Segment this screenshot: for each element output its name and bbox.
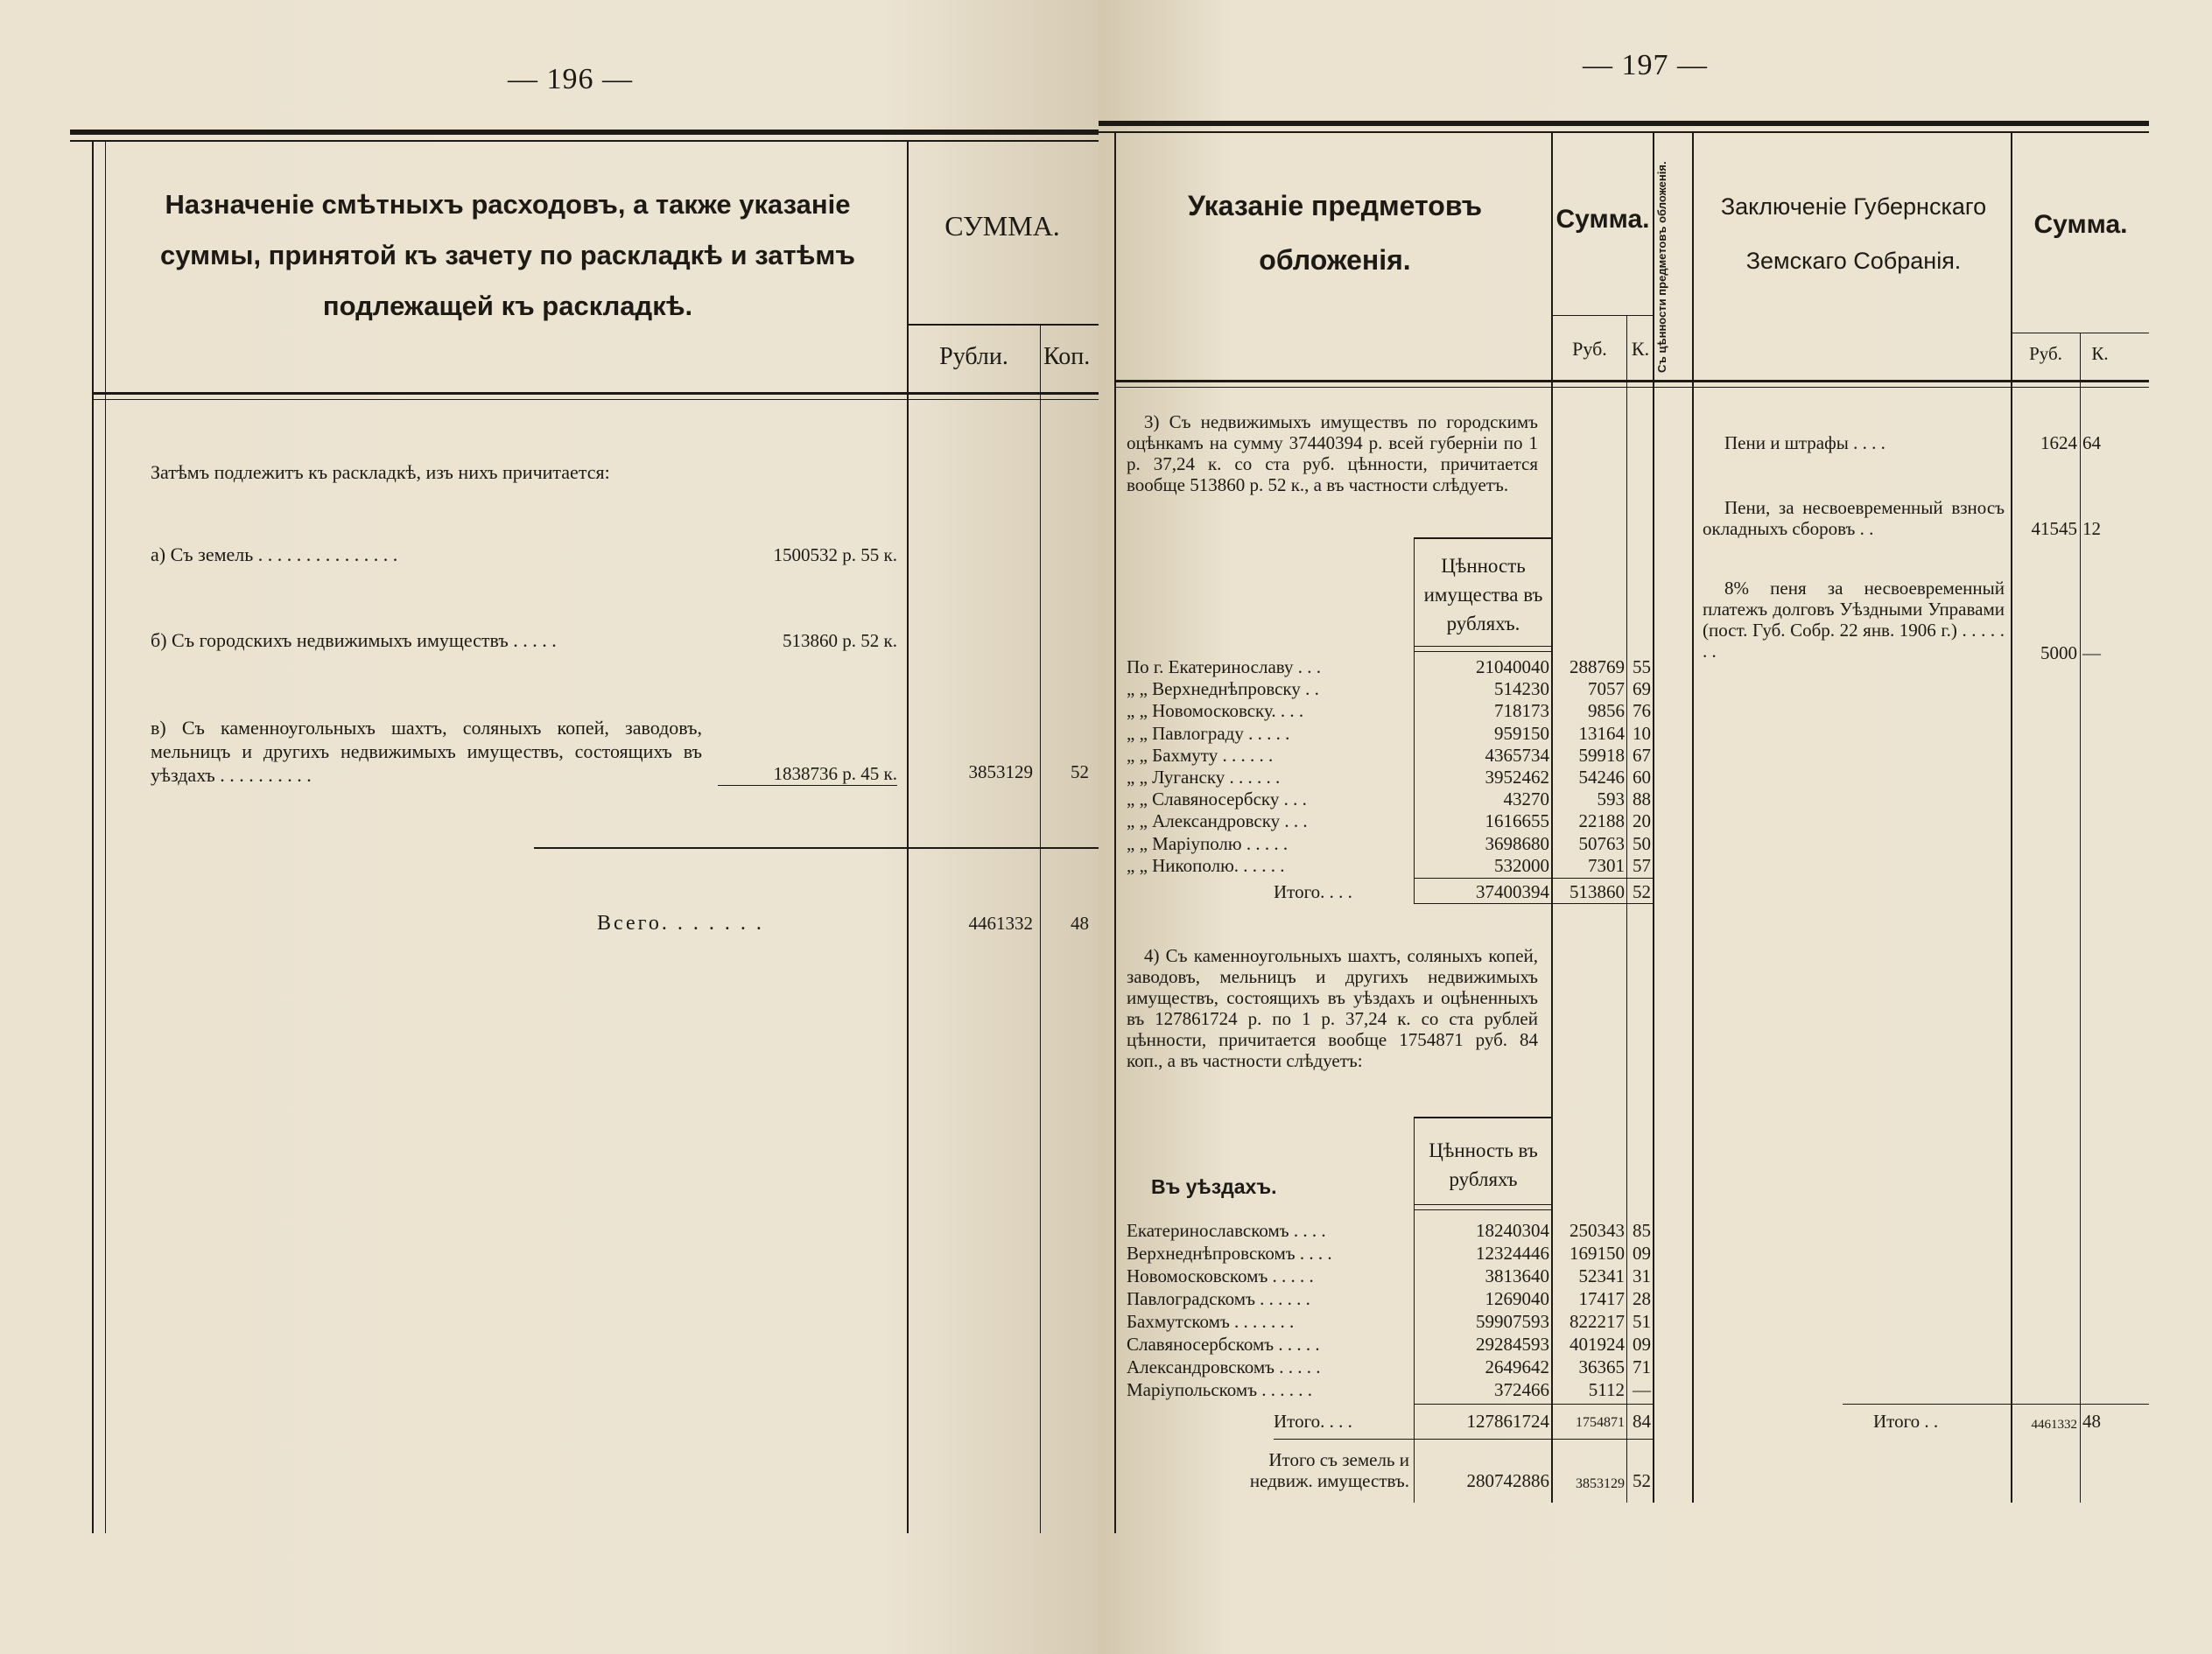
row-kop: 60: [1633, 767, 1651, 788]
row-rub: 5112: [1588, 1379, 1625, 1400]
conclusion-1-text: Пени и штрафы . . . .: [1724, 432, 1885, 453]
row-kop: 69: [1633, 678, 1651, 700]
total-kopecks: 48: [1071, 913, 1089, 934]
conclusion-1-rub: 1624: [2040, 432, 2077, 453]
value-col-left: [1414, 537, 1415, 903]
section-4-text: 4) Съ каменноугольныхъ шахтъ, соляныхъ копей, заводовъ, мельницъ и другихъ недвижимыхъ имуществъ, состоящихъ въ уѣздахъ и оцѣненныхъ въ 127861724 р. по 1 р. 37,24 к. со ста рублей цѣнности, причитается вообще 1754871 руб. 84 коп., а въ частности слѣдуетъ:: [1127, 945, 1538, 1071]
row-value: 532000: [1494, 854, 1549, 876]
row-kop: 10: [1633, 722, 1651, 744]
row-name: Павлоградскомъ . . . . . .: [1127, 1288, 1310, 1309]
value-header-bottom: [1414, 646, 1551, 647]
header-rub: Руб.: [1572, 338, 1607, 360]
grand-total-kop: 52: [1633, 1470, 1651, 1491]
row-name: Бахмутскомъ . . . . . . .: [1127, 1311, 1295, 1332]
row-kop: 88: [1633, 788, 1651, 810]
page-number: — 197 —: [1583, 49, 1708, 81]
uezd-total-kop: 84: [1633, 1411, 1651, 1432]
row-rub: 50763: [1578, 832, 1625, 854]
header-kop: К.: [1631, 338, 1650, 360]
col-kop-divider: [1040, 324, 1041, 1533]
item-b-value: 513860 р. 52 к.: [783, 630, 897, 651]
intro-line: Затѣмъ подлежитъ къ раскладкѣ, изъ нихъ причитается:: [151, 461, 610, 483]
value-header-top: [1414, 537, 1551, 539]
item-b-label: б) Съ городскихъ недвижимыхъ имуществъ . . . . .: [151, 629, 557, 651]
row-kop: 28: [1633, 1288, 1651, 1309]
conclusion-total-label: Итого . .: [1873, 1411, 1939, 1432]
row-name: „ „ Александровску . . .: [1127, 810, 1308, 832]
top-rule-thin: [1099, 131, 2149, 133]
col-conclusion-divider: [1692, 133, 1694, 1503]
row-value: 3813640: [1485, 1265, 1549, 1286]
value2-header-bottom: [1414, 1204, 1551, 1205]
item-a-label: а) Съ земель . . . . . . . . . . . . . . .: [151, 543, 398, 565]
total-rubles: 4461332: [968, 913, 1033, 934]
row-rub: 17417: [1578, 1288, 1625, 1309]
left-border: [1114, 133, 1116, 1533]
row-rub: 9856: [1588, 700, 1625, 722]
grand-total-rule: [1274, 1439, 1653, 1440]
uezd-total-label: Итого. . . .: [1274, 1411, 1352, 1432]
left-border: [92, 142, 94, 1533]
towns-total-kop: 52: [1633, 881, 1651, 902]
row-name: „ „ Луганску . . . . . .: [1127, 767, 1281, 788]
row-name: „ „ Бахмуту . . . . . .: [1127, 744, 1274, 766]
towns-total-rule: [1414, 878, 1653, 879]
row-name: Екатеринославскомъ . . . .: [1127, 1220, 1326, 1241]
value2-col-left: [1414, 1117, 1415, 1503]
header-rubles: Рубли.: [939, 343, 1008, 370]
value2-header-top: [1414, 1117, 1551, 1118]
col-sum2-divider: [2011, 133, 2012, 1503]
conclusion-2-text: Пени, за несвоевременный взносъ окладныхъ сборовъ . .: [1703, 497, 2005, 539]
row-name: „ „ Новомосковску. . . .: [1127, 700, 1304, 722]
total-rule: [534, 847, 1099, 849]
towns-total-label: Итого. . . .: [1274, 881, 1352, 902]
row-rub: 250343: [1569, 1220, 1625, 1241]
row-value: 3698680: [1485, 832, 1549, 854]
header-conclusion: Заключеніе Губернскаго Земскаго Собранія.: [1720, 193, 1987, 274]
row-value: 1616655: [1485, 810, 1549, 832]
header-bottom-rule-thin: [92, 399, 1099, 400]
uezd-total-rub: 1754871: [1576, 1415, 1625, 1430]
top-rule-thin: [70, 140, 1099, 142]
item-a-value: 1500532 р. 55 к.: [773, 544, 897, 565]
row-rub: 52341: [1578, 1265, 1625, 1286]
value-header-2: Цѣнность въ рубляхъ: [1429, 1139, 1538, 1190]
item-v-value: 1838736 р. 45 к.: [773, 763, 897, 784]
row-kop: 76: [1633, 700, 1651, 722]
col-vertical-divider: [1653, 133, 1654, 1503]
subtotal-kopecks: 52: [1071, 761, 1089, 782]
page-197: [1099, 0, 2212, 1654]
header-vertical: Съ цѣнности предметовъ обложенія.: [1655, 161, 1668, 373]
subtotal-rubles: 3853129: [968, 761, 1033, 782]
header-rub2: Руб.: [2029, 343, 2062, 364]
row-kop: 71: [1633, 1356, 1651, 1377]
conclusion-3-kop: —: [2082, 642, 2101, 663]
row-rub: 7057: [1588, 678, 1625, 700]
row-value: 718173: [1494, 700, 1549, 722]
row-kop: 31: [1633, 1265, 1651, 1286]
conclusion-1-kop: 64: [2082, 432, 2101, 453]
row-rub: 22188: [1578, 810, 1625, 832]
row-kop: 55: [1633, 656, 1651, 677]
row-name: „ „ Верхнеднѣпровску . .: [1127, 678, 1319, 700]
uezd-total-value: 127861724: [1466, 1411, 1549, 1432]
row-rub: 36365: [1578, 1356, 1625, 1377]
row-value: 514230: [1494, 678, 1549, 700]
conclusion-2-kop: 12: [2082, 518, 2101, 539]
header-subject: Указаніе предметовъ обложенія.: [1187, 190, 1483, 276]
item-v-underline: [718, 785, 897, 786]
row-name: „ „ Павлограду . . . . .: [1127, 722, 1290, 744]
total-label: Всего. . . . . . .: [597, 912, 764, 935]
section-3-text: 3) Съ недвижимыхъ имуществъ по городскимъ оцѣнкамъ на сумму 37440394 р. всей губерніи по 1 р. 37,24 к. со ста руб. цѣнности, причитается вообще 513860 р. 52 к., а въ частности слѣдуетъ.: [1127, 411, 1538, 495]
row-value: 21040040: [1476, 656, 1549, 677]
conclusion-total-kop: 48: [2082, 1411, 2101, 1432]
grand-total-rub: 3853129: [1576, 1476, 1625, 1491]
row-name: По г. Екатеринославу . . .: [1127, 656, 1321, 677]
col-sum-divider: [907, 142, 909, 1533]
row-kop: 51: [1633, 1311, 1651, 1332]
header-bottom-rule: [1114, 380, 2149, 382]
top-rule: [70, 130, 1099, 135]
row-value: 29284593: [1476, 1334, 1549, 1355]
row-name: Верхнеднѣпровскомъ . . . .: [1127, 1243, 1332, 1264]
sum-subheader-rule: [907, 324, 1099, 326]
row-name: „ „ Никополю. . . . . .: [1127, 854, 1285, 876]
row-value: 1269040: [1485, 1288, 1549, 1309]
row-kop: —: [1633, 1379, 1651, 1400]
conclusion-2-rub: 41545: [2031, 518, 2077, 539]
uezd-total-rule: [1414, 1404, 1653, 1405]
row-value: 372466: [1494, 1379, 1549, 1400]
row-kop: 57: [1633, 854, 1651, 876]
row-kop: 20: [1633, 810, 1651, 832]
header-bottom-rule-thin: [1114, 387, 2149, 388]
conclusion-total-rub: 4461332: [2031, 1418, 2077, 1432]
row-kop: 50: [1633, 832, 1651, 854]
col-kop2-divider: [2080, 333, 2081, 1503]
row-name: „ „ Маріуполю . . . . .: [1127, 832, 1289, 854]
page-196: [0, 0, 1099, 1654]
header-kopecks: Коп.: [1043, 343, 1091, 370]
conclusion-total-rule: [1843, 1404, 2149, 1405]
page-number: — 196 —: [508, 63, 633, 95]
conclusion-3-text: 8% пеня за несвоевременный платежъ долговъ Уѣздными Управами (пост. Губ. Собр. 22 янв. 1906 г.) . . . . . . .: [1703, 578, 2005, 662]
row-value: 18240304: [1476, 1220, 1549, 1241]
row-rub: 54246: [1578, 767, 1625, 788]
row-value: 2649642: [1485, 1356, 1549, 1377]
grand-total-value: 280742886: [1466, 1470, 1549, 1491]
header-description: Назначеніе смѣтныхъ расходовъ, а также указаніе суммы, принятой къ зачету по раскладкѣ и затѣмъ подлежащей къ раскладкѣ.: [160, 189, 855, 321]
value2-header-bottom2: [1414, 1209, 1551, 1210]
row-value: 59907593: [1476, 1311, 1549, 1332]
row-rub: 169150: [1569, 1243, 1625, 1264]
sum-subheader-rule: [1551, 315, 1653, 316]
row-value: 3952462: [1485, 767, 1549, 788]
left-border-inner: [105, 142, 106, 1533]
row-rub: 7301: [1588, 854, 1625, 876]
value-header-bottom2: [1414, 651, 1551, 652]
row-name: Новомосковскомъ . . . . .: [1127, 1265, 1314, 1286]
header-sum2: Сумма.: [2033, 210, 2128, 239]
row-value: 43270: [1503, 788, 1549, 810]
row-rub: 822217: [1569, 1311, 1625, 1332]
row-rub: 593: [1597, 788, 1625, 810]
row-name: Славяносербскомъ . . . . .: [1127, 1334, 1320, 1355]
row-rub: 13164: [1578, 722, 1625, 744]
item-v-label: в) Съ каменноугольныхъ шахтъ, соляныхъ копей, заводовъ, мельницъ и другихъ недвижимыхъ имуществъ, состоящихъ въ уѣздахъ . . . . . . . . . .: [151, 717, 702, 786]
row-kop: 09: [1633, 1334, 1651, 1355]
header-sum: Сумма.: [1555, 205, 1650, 234]
row-kop: 85: [1633, 1220, 1651, 1241]
header-sum: СУММА.: [944, 210, 1060, 242]
row-name: Маріупольскомъ . . . . . .: [1127, 1379, 1313, 1400]
towns-total-rub: 513860: [1569, 881, 1625, 902]
row-kop: 67: [1633, 744, 1651, 766]
towns-total-bottom: [1414, 903, 1653, 904]
value-header: Цѣнность имущества въ рубляхъ.: [1423, 555, 1543, 634]
top-rule: [1099, 121, 2149, 126]
row-value: 4365734: [1485, 744, 1549, 766]
col-kop-divider: [1626, 315, 1627, 1503]
towns-total-value: 37400394: [1476, 881, 1549, 902]
row-rub: 288769: [1569, 656, 1625, 677]
header-kop2: К.: [2091, 343, 2109, 364]
conclusion-3-rub: 5000: [2040, 642, 2077, 663]
row-rub: 59918: [1578, 744, 1625, 766]
row-rub: 401924: [1569, 1334, 1625, 1355]
row-name: „ „ Славяносербску . . .: [1127, 788, 1307, 810]
header-bottom-rule: [92, 392, 1099, 395]
row-name: Александровскомъ . . . . .: [1127, 1356, 1321, 1377]
row-value: 12324446: [1476, 1243, 1549, 1264]
grand-total-label: Итого съ земель и недвиж. имуществъ.: [1249, 1449, 1409, 1491]
row-value: 959150: [1494, 722, 1549, 744]
row-kop: 09: [1633, 1243, 1651, 1264]
uezd-header: Въ уѣздахъ.: [1151, 1175, 1277, 1198]
